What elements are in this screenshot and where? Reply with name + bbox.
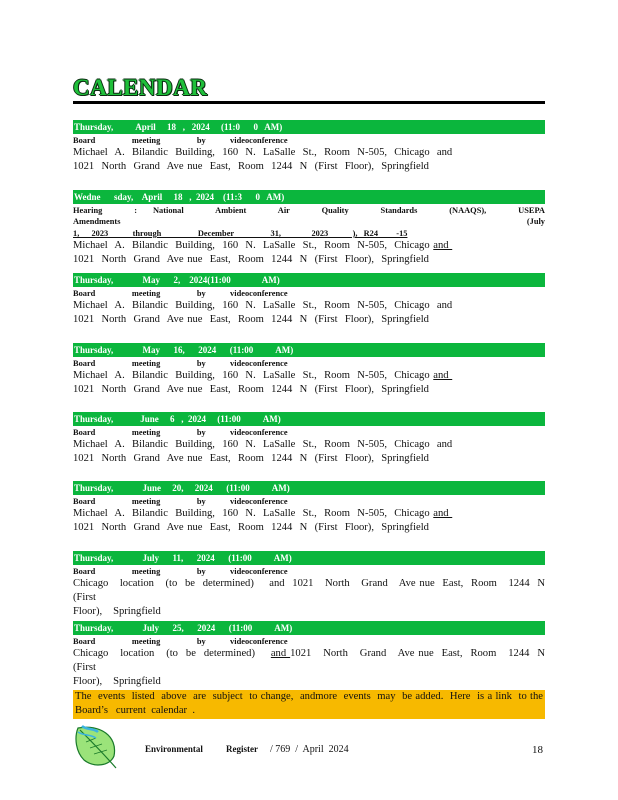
event-type: Board meeting by videoconference xyxy=(73,428,288,437)
event-date-header: Thursday, July 25, 2024 (11:00 AM) xyxy=(73,621,545,635)
calendar-notice xyxy=(73,690,549,719)
event-location-line: 1021 North Grand Ave nue East, Room 1244 N (First Floor), Springfield xyxy=(73,254,429,265)
event-location-line: Michael A. Bilandic Building, 160 N. LaSalle St., Room N-505, Chicago and xyxy=(73,300,453,311)
event-location-line xyxy=(73,369,545,383)
event-location-line: 1021 North Grand Ave nue East, Room 1244 N (First Floor), Springfield xyxy=(73,161,429,172)
event-type: Board meeting by videoconference xyxy=(73,359,288,368)
calendar-event xyxy=(73,481,545,539)
event-location-text: 1021 North Grand Ave nue East, Room 1244 N (First xyxy=(73,648,553,673)
event-location-line: Michael A. Bilandic Building, 160 N. LaSalle St., Room N-505, Chicago and xyxy=(73,147,453,158)
event-type: Board meeting by videoconference xyxy=(73,136,288,145)
event-location-text: Michael A. Bilandic Building, 160 N. LaSalle St., Room N-505, Chicago xyxy=(73,508,434,519)
event-type: Board meeting by videoconference xyxy=(73,289,288,298)
event-location-line xyxy=(73,239,545,253)
event-list xyxy=(73,120,570,687)
footer-issue: / 769 / April 2024 xyxy=(270,744,349,755)
event-type-continued: 1, 2023 through December 31, 2023 ), R24 -15 xyxy=(73,229,408,238)
event-location-and: and xyxy=(270,648,291,659)
event-date-header: Thursday, July 11, 2024 (11:00 AM) xyxy=(73,551,545,565)
event-type: Hearing : National Ambient Air Quality Standards (NAAQS), USEPA Amendments (July xyxy=(73,206,570,226)
event-location xyxy=(73,577,553,619)
page-number: 18 xyxy=(532,744,543,756)
calendar-event xyxy=(73,190,570,273)
event-location xyxy=(73,146,545,174)
board-calendar-link[interactable]: the Board’s current calendar . xyxy=(75,691,549,716)
page-title: CALENDAR xyxy=(73,75,208,100)
event-location-line: 1021 North Grand Ave nue East, Room 1244 N (First Floor), Springfield xyxy=(73,522,429,533)
event-location xyxy=(73,647,553,689)
event-type: Board meeting by videoconference xyxy=(73,637,288,646)
event-location-line: Michael A. Bilandic Building, 160 N. LaSalle St., Room N-505, Chicago and xyxy=(73,439,453,450)
event-location-and: and xyxy=(433,508,453,519)
event-location-line: 1021 North Grand Ave nue East, Room 1244 N (First Floor), Springfield xyxy=(73,384,429,395)
event-type: Board meeting by videoconference xyxy=(73,497,288,506)
event-location xyxy=(73,369,545,397)
title-rule xyxy=(73,101,545,104)
event-location-text: Chicago location (to be determined) xyxy=(73,648,271,659)
event-location xyxy=(73,239,545,267)
event-location-line: 1021 North Grand Ave nue East, Room 1244 N (First Floor), Springfield xyxy=(73,453,429,464)
event-date-header: Thursday, May 16, 2024 (11:00 AM) xyxy=(73,343,545,357)
calendar-event xyxy=(73,551,553,617)
calendar-event xyxy=(73,412,545,470)
event-location-line xyxy=(73,507,545,521)
event-location xyxy=(73,299,545,327)
notice-text: The events listed above are subject to change, andmore events may be added. Here is a link to xyxy=(75,691,527,702)
footer-publication: Environmental xyxy=(145,744,203,754)
event-location-line: Floor), Springfield xyxy=(73,606,161,617)
event-location xyxy=(73,507,545,535)
event-date-header: Thursday, June 20, 2024 (11:00 AM) xyxy=(73,481,545,495)
event-location-text: Michael A. Bilandic Building, 160 N. LaSalle St., Room N-505, Chicago xyxy=(73,370,434,381)
event-location-line: Floor), Springfield xyxy=(73,676,161,687)
event-type: Board meeting by videoconference xyxy=(73,567,288,576)
calendar-event xyxy=(73,343,545,401)
leaf-logo-icon xyxy=(72,722,122,770)
calendar-event xyxy=(73,120,545,178)
event-location xyxy=(73,438,545,466)
event-location-line xyxy=(73,647,553,675)
calendar-event xyxy=(73,621,553,687)
event-date-header: Thursday, April 18 , 2024 (11:0 0 AM) xyxy=(73,120,545,134)
event-location-and: and xyxy=(433,370,453,381)
calendar-event xyxy=(73,273,545,331)
event-location-text: Michael A. Bilandic Building, 160 N. LaSalle St., Room N-505, Chicago xyxy=(73,240,434,251)
event-date-header: Thursday, May 2, 2024(11:00 AM) xyxy=(73,273,545,287)
event-location-line: Chicago location (to be determined) and 1021 North Grand Ave nue East, Room 1244 N (First xyxy=(73,578,553,603)
event-date-header: Wedne sday, April 18 , 2024 (11:3 0 AM) xyxy=(73,190,545,204)
event-location-line: 1021 North Grand Ave nue East, Room 1244 N (First Floor), Springfield xyxy=(73,314,429,325)
footer-register: Register xyxy=(226,744,258,754)
event-date-header: Thursday, June 6 , 2024 (11:00 AM) xyxy=(73,412,545,426)
event-location-and: and xyxy=(433,240,453,251)
